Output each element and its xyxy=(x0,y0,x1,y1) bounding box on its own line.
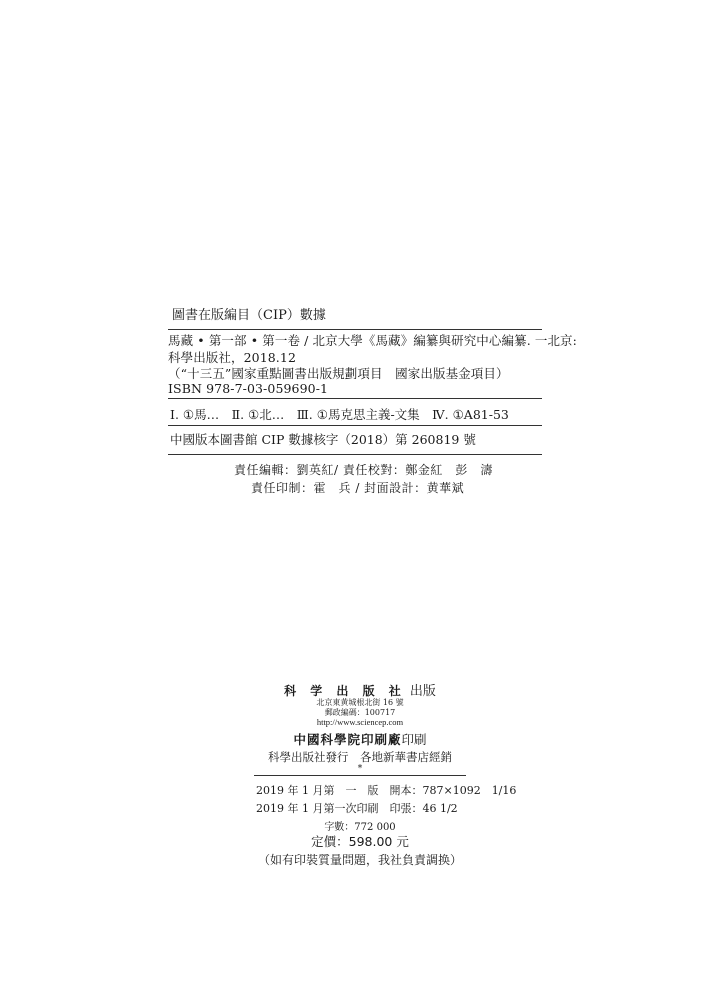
cip-line-2: 科學出版社，2018.12 xyxy=(168,350,296,365)
divider xyxy=(168,454,542,455)
printer-name: 中國科學院印刷廠 xyxy=(293,732,402,747)
distribution: 科學出版社發行 各地新華書店經銷 xyxy=(268,750,452,764)
star-mark: * xyxy=(357,764,363,774)
quality-note: （如有印裝質量問題，我社負責調换） xyxy=(257,853,462,867)
cip-line-3: （“十三五”國家重點圖書出版規劃項目 國家出版基金項目） xyxy=(168,366,509,381)
divider xyxy=(168,329,542,330)
printer-line xyxy=(0,730,720,748)
word-count: 字數：772 000 xyxy=(324,822,396,833)
divider xyxy=(168,398,542,399)
publisher-url: http://www.sciencep.com xyxy=(316,717,404,727)
cip-line-4: ISBN 978-7-03-059690-1 xyxy=(168,381,329,396)
editors-line-2: 責任印制：霍 兵 / 封面設計：黄華斌 xyxy=(251,481,465,495)
divider xyxy=(254,775,466,776)
price: 定價：598.00 元 xyxy=(311,834,409,849)
cip-classification: Ⅰ. ①馬… Ⅱ. ①北… Ⅲ. ①馬克思主義-文集 Ⅳ. ①A81-53 xyxy=(170,407,509,422)
editors-line-1: 責任編輯：劉英紅/ 責任校對：鄭金紅 彭 濤 xyxy=(234,463,493,477)
publisher-suffix: 出版 xyxy=(409,684,436,699)
divider xyxy=(168,425,542,426)
edition-info: 2019 年 1 月第 一 版 開本：787×1092 1/16 xyxy=(256,784,517,797)
printer-suffix: 印刷 xyxy=(401,732,427,747)
printing-info: 2019 年 1 月第一次印刷 印張：46 1/2 xyxy=(256,802,458,815)
publisher-address: 北京東黄城根北街 16 號 xyxy=(316,698,404,707)
cip-line-1: 馬藏 • 第一部 • 第一卷 / 北京大學《馬藏》編纂與研究中心編纂. 一北京: xyxy=(168,333,577,348)
cip-library-record: 中國版本圖書館 CIP 數據核字（2018）第 260819 號 xyxy=(170,432,476,447)
cip-title: 圖書在版編目（CIP）數據 xyxy=(172,308,326,323)
publisher-name: 科 学 出 版 社 xyxy=(284,684,406,698)
postcode: 郵政編碼：100717 xyxy=(324,708,396,717)
